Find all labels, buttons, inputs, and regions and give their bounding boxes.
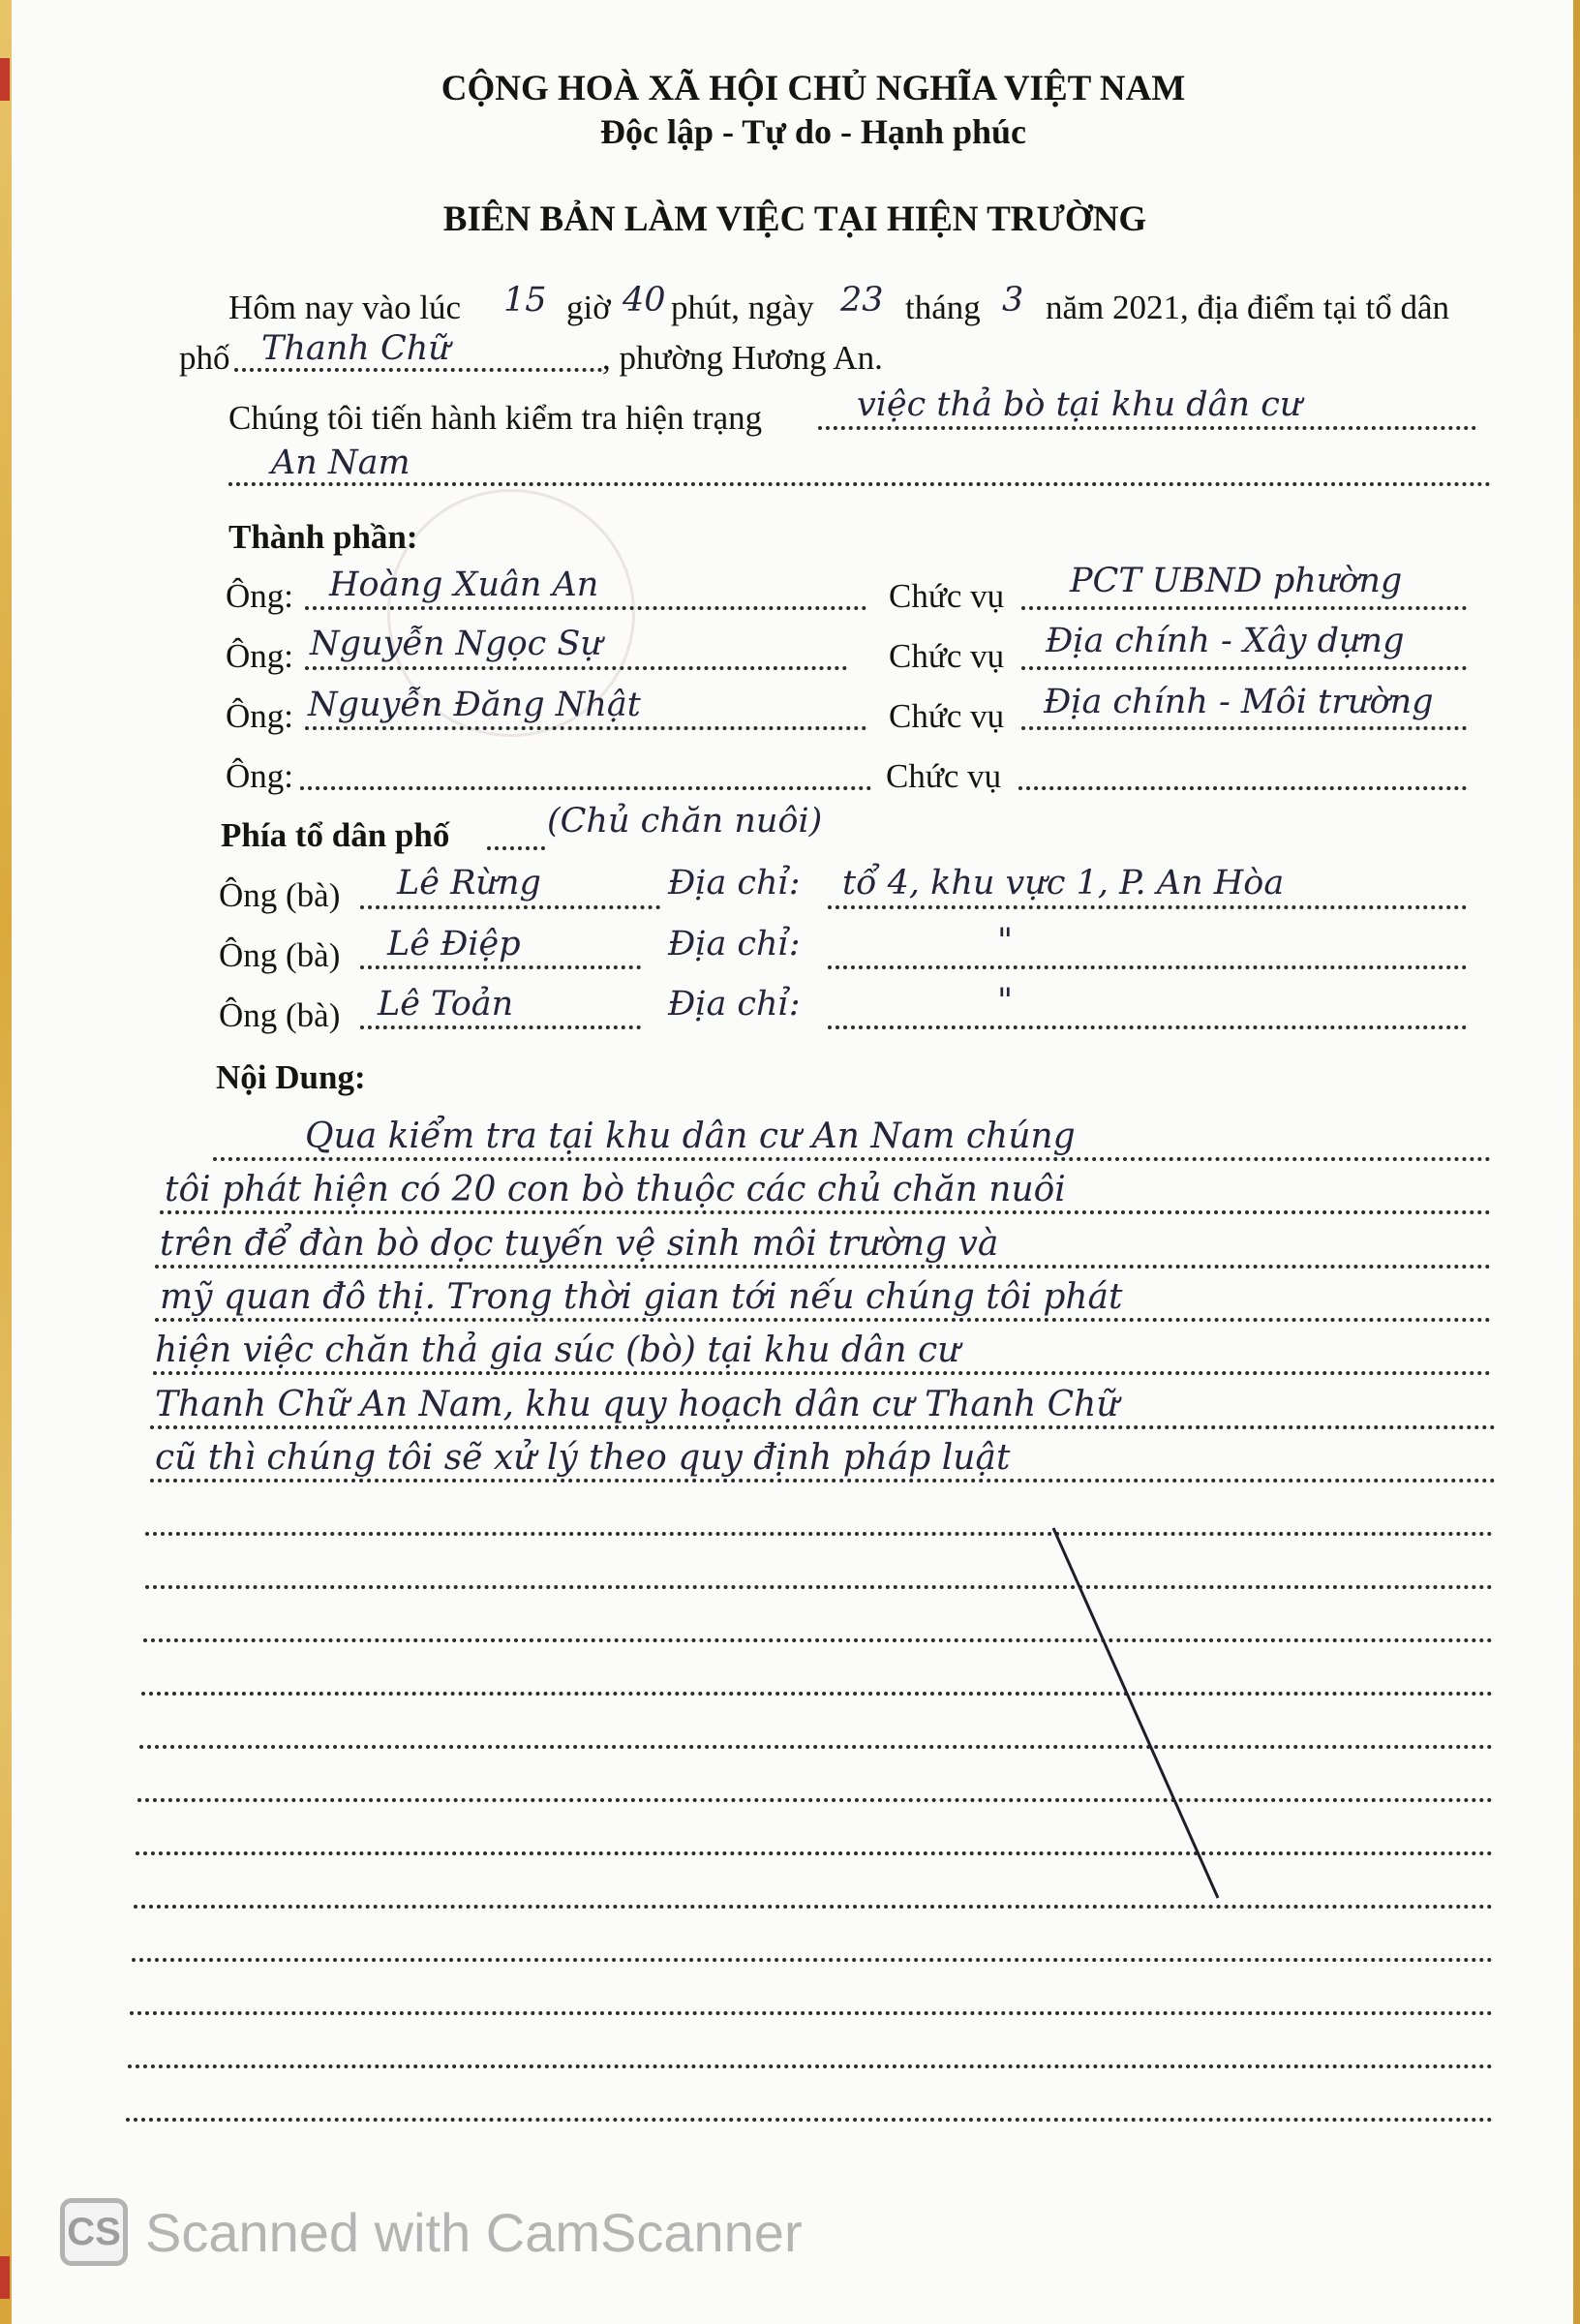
national-title: CỘNG HOÀ XÃ HỘI CHỦ NGHĨA VIỆT NAM <box>441 69 1186 108</box>
intro-text: , phường Hương An. <box>602 339 883 377</box>
minute-value: 40 <box>623 281 666 320</box>
resident-name: Lê Rừng <box>397 864 541 902</box>
member-name: Nguyễn Đăng Nhật <box>308 686 641 724</box>
ong-ba-label: Ông (bà) <box>219 996 341 1034</box>
content-text: hiện việc chăn thả gia súc (bò) tại khu dân cư <box>155 1330 960 1370</box>
address-label: Địa chỉ: <box>668 985 801 1024</box>
content-text: mỹ quan đô thị. Trong thời gian tới nếu chúng tôi phát <box>160 1277 1123 1317</box>
intro-text: năm 2021, địa điểm tại tổ dân <box>1046 289 1449 326</box>
content-text: tôi phát hiện có 20 con bò thuộc các chủ chăn nuôi <box>165 1170 1066 1209</box>
watermark-text: Scanned with CamScanner <box>145 2201 803 2263</box>
ong-label: Ông: <box>226 697 293 735</box>
position-label: Chức vụ <box>889 697 1005 735</box>
intro-text: Hôm nay vào lúc <box>228 289 462 326</box>
position-label: Chức vụ <box>889 637 1005 675</box>
camscanner-watermark <box>60 2200 803 2264</box>
hour-value: 15 <box>503 281 547 320</box>
residents-note: (Chủ chăn nuôi) <box>547 802 823 841</box>
position-label: Chức vụ <box>886 757 1002 795</box>
address-label: Địa chỉ: <box>668 925 801 963</box>
member-position: PCT UBND phường <box>1070 562 1403 600</box>
inspection-value: việc thả bò tại khu dân cư <box>857 385 1302 424</box>
intro-text: phút, ngày <box>671 289 814 326</box>
resident-address: " <box>997 922 1014 961</box>
month-value: 3 <box>1002 281 1024 320</box>
member-position: Địa chính - Môi trường <box>1044 683 1434 721</box>
position-label: Chức vụ <box>889 577 1005 615</box>
inspection-value: An Nam <box>271 443 410 482</box>
inspection-label: Chúng tôi tiến hành kiểm tra hiện trạng <box>228 399 763 437</box>
ong-label: Ông: <box>226 577 293 615</box>
member-position: Địa chính - Xây dựng <box>1046 622 1405 660</box>
day-value: 23 <box>840 281 884 320</box>
national-motto: Độc lập - Tự do - Hạnh phúc <box>599 112 1027 151</box>
content-text: Qua kiểm tra tại khu dân cư An Nam chúng <box>305 1116 1076 1156</box>
neighborhood-value: Thanh Chữ <box>261 329 450 368</box>
resident-name: Lê Điệp <box>387 925 521 963</box>
intro-text: tháng <box>905 289 981 326</box>
members-heading: Thành phần: <box>228 518 418 556</box>
content-text: cũ thì chúng tôi sẽ xử lý theo quy định pháp luật <box>155 1438 1011 1478</box>
member-name: Hoàng Xuân An <box>329 566 599 604</box>
resident-name: Lê Toản <box>378 985 514 1024</box>
ong-ba-label: Ông (bà) <box>219 936 341 974</box>
document-title: BIÊN BẢN LÀM VIỆC TẠI HIỆN TRƯỜNG <box>442 199 1147 239</box>
content-text: trên để đàn bò dọc tuyến vệ sinh môi trường và <box>160 1224 999 1264</box>
ong-label: Ông: <box>226 637 293 675</box>
ong-ba-label: Ông (bà) <box>219 876 341 914</box>
resident-address: tổ 4, khu vực 1, P. An Hòa <box>842 864 1285 902</box>
member-name: Nguyễn Ngọc Sự <box>310 625 602 663</box>
intro-text: phố <box>179 339 230 377</box>
content-heading: Nội Dung: <box>216 1058 366 1096</box>
intro-text: giờ <box>566 289 611 326</box>
address-label: Địa chỉ: <box>668 864 801 902</box>
content-text: Thanh Chữ An Nam, khu quy hoạch dân cư Thanh Chữ <box>155 1385 1119 1424</box>
camscanner-logo: CS <box>60 2198 128 2266</box>
resident-address: " <box>997 982 1014 1021</box>
ong-label: Ông: <box>226 757 293 795</box>
residents-heading: Phía tổ dân phố <box>221 816 450 854</box>
